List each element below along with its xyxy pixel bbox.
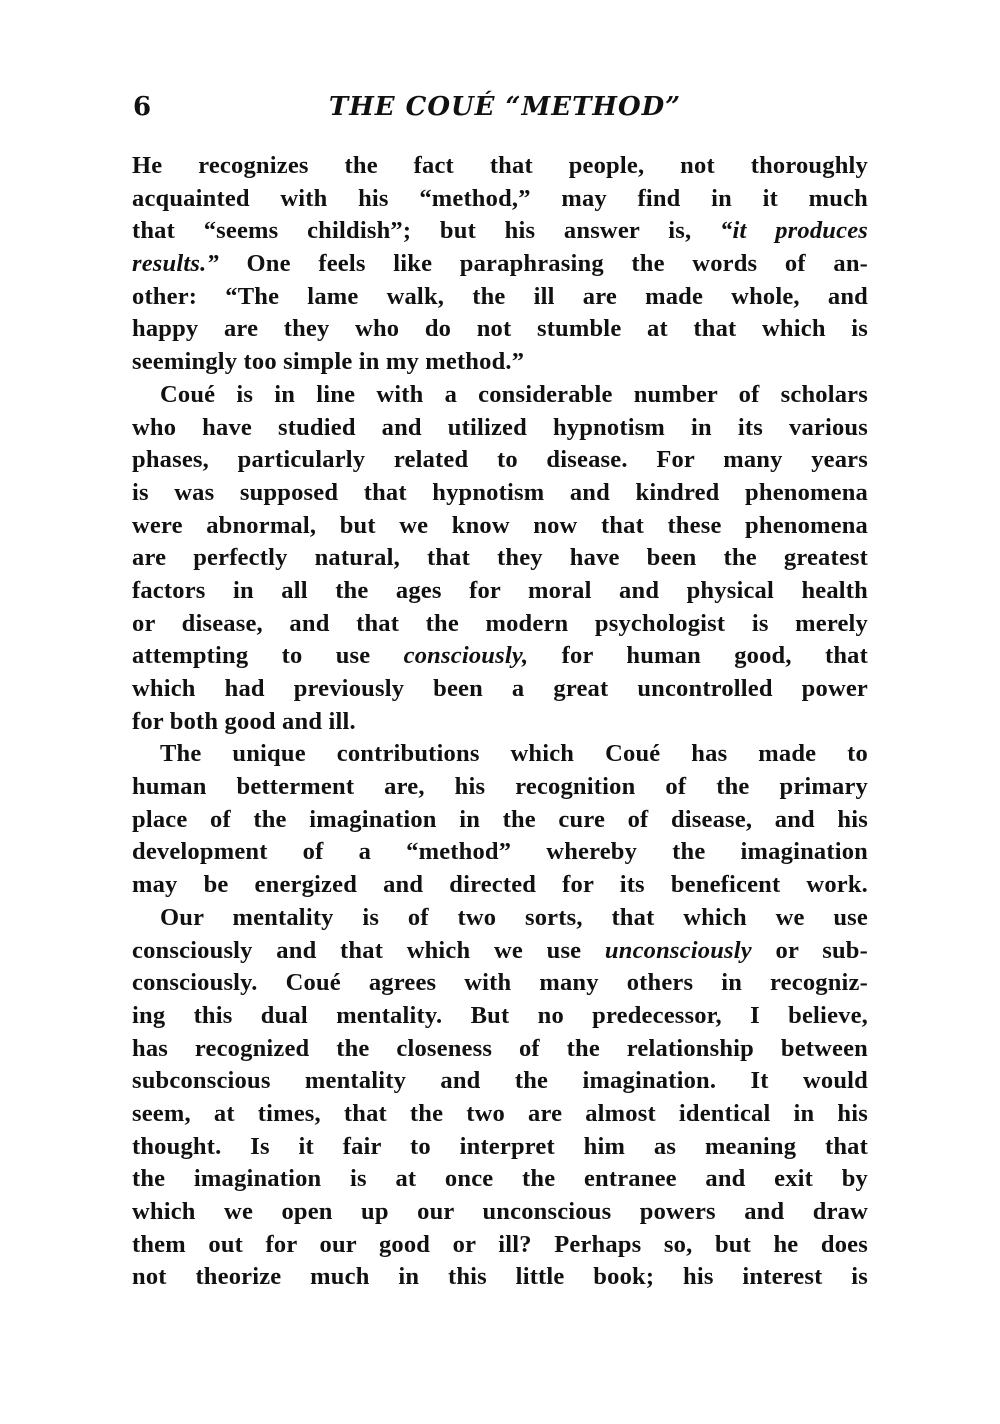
text-line	[132, 313, 868, 346]
text-line	[132, 510, 868, 543]
text-segment: Coué is in line with a considerable number of scholars	[160, 380, 868, 408]
text-line	[132, 215, 868, 248]
text-segment: He recognizes the fact that people, not thoroughly	[132, 152, 868, 179]
text-line	[132, 771, 868, 804]
text-segment: acquainted with his “method,” may find in it much	[132, 184, 868, 212]
text-line	[132, 1163, 868, 1196]
text-line	[132, 608, 868, 641]
text-line	[132, 640, 868, 673]
text-segment: place of the imagination in the cure of disease, and his	[132, 805, 868, 833]
text-line	[132, 935, 868, 968]
text-segment: or disease, and that the modern psychologist is merely	[132, 609, 868, 637]
text-segment: consciously and that which we use	[132, 936, 605, 964]
text-segment: development of a “method” whereby the imagination	[132, 838, 868, 866]
text-segment: may be energized and directed for its beneficent work.	[132, 871, 868, 899]
text-line	[132, 150, 868, 183]
text-line	[132, 412, 868, 445]
text-line	[132, 706, 868, 739]
text-segment: thought. Is it fair to interpret him as meaning that	[132, 1132, 868, 1160]
text-line	[132, 836, 868, 869]
text-line	[132, 1000, 868, 1033]
text-segment: seemingly too simple in my method.”	[132, 348, 525, 376]
text-segment: The unique contributions which Coué has made to	[160, 740, 868, 768]
text-segment: for both good and ill.	[132, 707, 356, 735]
text-line	[132, 183, 868, 216]
text-line	[132, 346, 868, 379]
text-segment: ing this dual mentality. But no predecessor, I believe,	[132, 1001, 868, 1029]
text-segment: phases, particularly related to disease. For many years	[132, 446, 868, 474]
text-line	[132, 804, 868, 837]
text-line	[132, 967, 868, 1000]
text-segment: or sub-	[751, 936, 868, 964]
text-line	[132, 248, 868, 281]
text-segment: for human good, that	[528, 642, 868, 670]
text-segment: Our mentality is of two sorts, that which we use	[160, 903, 868, 931]
page-number: 6	[133, 92, 152, 122]
text-segment: the imagination is at once the entranee and exit by	[132, 1165, 868, 1193]
text-segment: One feels like paraphrasing the words of an-	[218, 250, 868, 278]
text-segment: not theorize much in this little book; his interest is	[132, 1263, 868, 1291]
text-segment: subconscious mentality and the imagination. It would	[132, 1067, 868, 1095]
text-line	[132, 869, 868, 902]
text-segment: has recognized the closeness of the relationship between	[132, 1034, 868, 1062]
text-segment: happy are they who do not stumble at that which is	[132, 315, 868, 343]
text-segment: are perfectly natural, that they have been the greatest	[132, 544, 868, 572]
text-segment: were abnormal, but we know now that these phenomena	[132, 511, 868, 539]
text-line	[132, 738, 868, 771]
text-line	[132, 575, 868, 608]
text-segment: other: “The lame walk, the ill are made whole, and	[132, 282, 868, 310]
text-line	[132, 1131, 868, 1164]
text-line	[132, 379, 868, 412]
text-line	[132, 1229, 868, 1262]
italic-text: unconsciously	[604, 936, 752, 964]
text-segment: attempting to use	[132, 642, 404, 670]
body-text	[132, 150, 868, 1294]
text-segment: that “seems childish”; but his answer is,	[132, 217, 721, 245]
text-segment: them out for our good or ill? Perhaps so, but he does	[132, 1230, 868, 1258]
text-line	[132, 1196, 868, 1229]
text-line	[132, 1033, 868, 1066]
text-segment: is was supposed that hypnotism and kindred phenomena	[132, 478, 868, 506]
text-line	[132, 902, 868, 935]
text-segment: which had previously been a great uncontrolled power	[132, 675, 868, 702]
italic-text: “it produces	[720, 217, 868, 245]
text-line	[132, 1261, 868, 1294]
text-line	[132, 477, 868, 510]
text-segment: who have studied and utilized hypnotism in its various	[132, 413, 868, 441]
text-line	[132, 542, 868, 575]
text-segment: human betterment are, his recognition of the primary	[132, 773, 868, 801]
text-line	[132, 673, 868, 706]
running-title: THE COUÉ “METHOD”	[328, 92, 682, 122]
text-segment: factors in all the ages for moral and physical health	[132, 576, 868, 604]
text-segment: seem, at times, that the two are almost identical in his	[132, 1099, 868, 1127]
text-segment: consciously. Coué agrees with many others in recogniz-	[132, 969, 868, 997]
text-line	[132, 444, 868, 477]
text-line	[132, 1065, 868, 1098]
text-segment: which we open up our unconscious powers and draw	[132, 1198, 868, 1225]
italic-text: results.”	[132, 250, 219, 278]
text-line	[132, 1098, 868, 1131]
text-line	[132, 281, 868, 314]
italic-text: consciously,	[403, 642, 529, 670]
